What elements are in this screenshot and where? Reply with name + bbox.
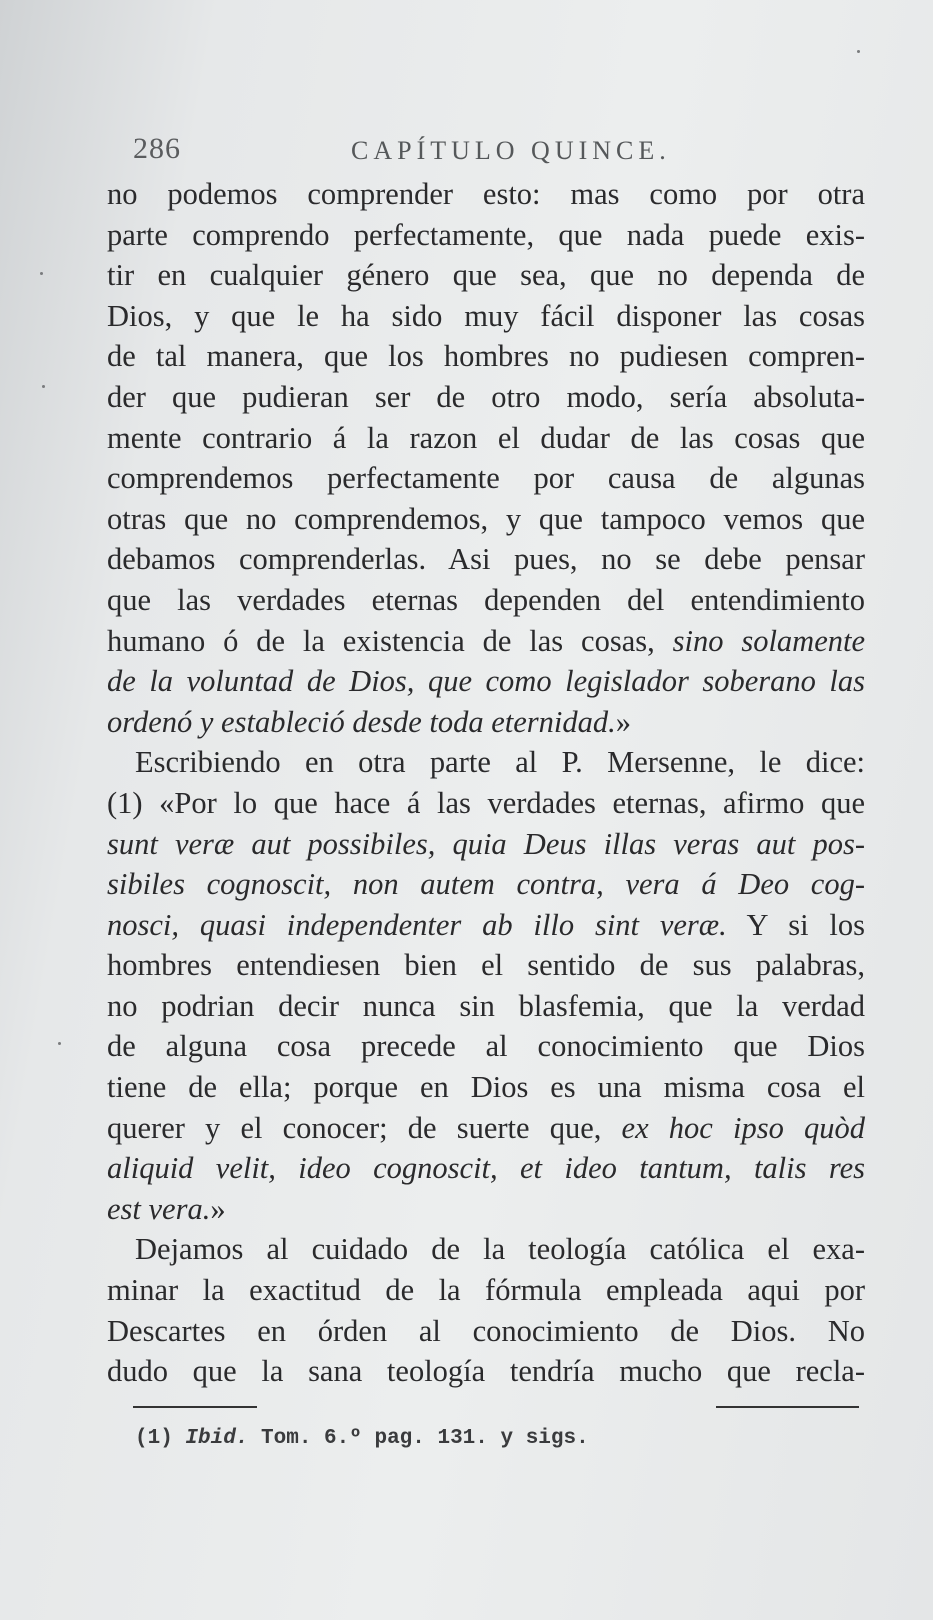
text-line: querer y el conocer; de suerte que, ex hoc ipso quòd [107,1110,865,1145]
footnote-text: Tom. 6.º pag. 131. y sigs. [261,1427,589,1450]
paragraph-start: Dejamos al cuidado de la teología católica el exa- [135,1232,865,1267]
text-line: hombres entendiesen bien el sentido de sus palabras, [107,948,865,983]
text-line: Dios, y que le ha sido muy fácil disponer las cosas [107,298,865,333]
page-header [133,132,863,172]
text-line: de tal manera, que los hombres no pudiesen compren- [107,339,865,374]
text-line: aliquid velit, ideo cognoscit, et ideo tantum, talis res [107,1151,865,1186]
text-line: der que pudieran ser de otro modo, sería absoluta- [107,379,865,414]
paper-speck [58,1042,61,1045]
footnote-marker: (1) [135,1427,173,1450]
text-line: tiene de ella; porque en Dios es una misma cosa el [107,1070,865,1105]
paper-speck [40,272,43,275]
text-line: sibiles cognoscit, non autem contra, vera á Deo cog- [107,867,865,902]
text-line: nosci, quasi independenter ab illo sint veræ. Y si los [107,907,866,942]
text-line: no podrian decir nunca sin blasfemia, que la verdad [107,988,865,1023]
text-line: minar la exactitud de la fórmula empleada aqui por [107,1273,865,1308]
paper-speck [42,385,45,388]
paper-speck [857,50,860,53]
text-line: de alguna cosa precede al conocimiento que Dios [107,1029,865,1064]
paragraph-start: Escribiendo en otra parte al P. Mersenne, le dice: [135,745,865,780]
text-line: debamos comprenderlas. Asi pues, no se debe pensar [107,542,865,577]
text-line: est vera.» [107,1191,226,1226]
text-line: humano ó de la existencia de las cosas, sino solamente [107,623,865,658]
footnote-rule-right [716,1406,859,1408]
text-line: tir en cualquier género que sea, que no dependa de [107,258,865,293]
text-line: (1) «Por lo que hace á las verdades eternas, afirmo que [107,785,865,820]
text-line: ordenó y estableció desde toda eternidad.» [107,704,632,739]
footnote [135,1427,589,1450]
text-line: de la voluntad de Dios, que como legislador soberano las [107,664,865,699]
text-line: no podemos comprender esto: mas como por otra [107,177,865,211]
text-line: parte comprendo perfectamente, que nada puede exis- [107,217,865,252]
text-line: Descartes en órden al conocimiento de Dios. No [107,1313,865,1348]
body-text [107,174,865,1392]
text-line: sunt veræ aut possibiles, quia Deus illas veras aut pos- [107,826,865,861]
page-number: 286 [133,132,181,165]
footnote-rule-left [133,1406,257,1408]
footnote-ibid: Ibid. [185,1427,249,1450]
text-line: mente contrario á la razon el dudar de las cosas que [107,420,865,455]
text-line: comprendemos perfectamente por causa de algunas [107,461,865,496]
text-line: dudo que la sana teología tendría mucho que recla- [107,1354,865,1389]
text-line: que las verdades eternas dependen del entendimiento [107,582,865,617]
text-line: otras que no comprendemos, y que tampoco vemos que [107,501,865,536]
running-head: CAPÍTULO QUINCE. [351,136,671,165]
